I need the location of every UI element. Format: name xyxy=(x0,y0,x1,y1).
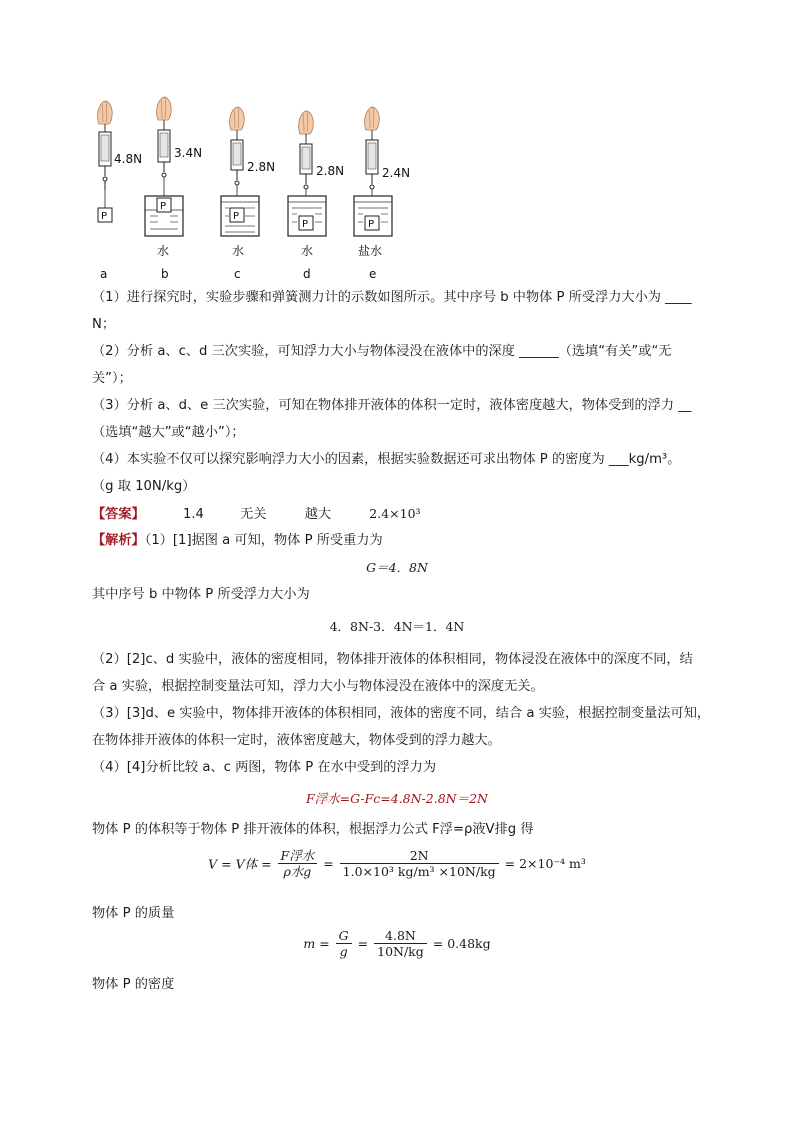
analysis-p6: 物体 P 的体积等于物体 P 排开液体的体积，根据浮力公式 F浮=ρ液V排g 得 xyxy=(92,822,534,837)
reading-e: 2.4N xyxy=(382,166,411,180)
fraction-mass-1-num: G xyxy=(336,928,352,944)
question-2-line-1: （2）分析 a、c、d 三次实验，可知浮力大小与物体浸没在液体中的深度 ______（选填“有关”或“无 xyxy=(92,344,672,359)
answer-4: 2.4×10³ xyxy=(369,506,421,521)
reading-d: 2.8N xyxy=(316,164,345,178)
liquid-label-e: 盐水 xyxy=(358,244,383,258)
answer-row xyxy=(92,504,421,525)
liquid-label-b: 水 xyxy=(157,244,170,258)
question-1-line-2: N； xyxy=(92,317,116,332)
question-2-line-2: 关”）； xyxy=(92,371,132,386)
liquid-label-d: 水 xyxy=(301,244,314,258)
analysis-p4-line-1: （3）[3]d、e 实验中，物体排开液体的体积相同，液体的密度不同，结合 a 实验，根据控制变量法可知， xyxy=(92,706,711,721)
answer-3: 越大 xyxy=(304,507,332,522)
fraction-volume-1-den: ρ水g xyxy=(283,864,312,879)
fraction-volume-2 xyxy=(340,848,499,879)
question-4-line-2: （g 取 10N/kg） xyxy=(92,479,196,494)
fraction-mass-2-den: 10N/kg xyxy=(377,944,424,959)
experiment-figure xyxy=(88,92,428,282)
analysis-p1: （1）[1]据图 a 可知，物体 P 所受重力为 xyxy=(144,533,383,548)
reading-c: 2.8N xyxy=(247,160,276,174)
fraction-volume-1 xyxy=(278,848,318,879)
object-label-e: P xyxy=(368,219,375,230)
equation-buoyancy-b: 4．8N-3．4N＝1．4N xyxy=(329,619,465,634)
analysis-p8: 物体 P 的密度 xyxy=(92,977,175,992)
analysis-p3-line-1: （2）[2]c、d 实验中，液体的密度相同，物体排开液体的体积相同，物体浸没在液体中的深度不同，结 xyxy=(92,652,693,667)
letter-b: b xyxy=(161,267,169,281)
analysis-p5: （4）[4]分析比较 a、c 两图，物体 P 在水中受到的浮力为 xyxy=(92,760,437,775)
fraction-volume-2-den: 1.0×10³ kg/m³ ×10N/kg xyxy=(342,864,496,879)
fraction-mass-2-num: 4.8N xyxy=(374,928,427,944)
object-label-b: P xyxy=(160,201,167,212)
analysis-p4-line-2: 在物体排开液体的体积一定时，液体密度越大，物体受到的浮力越大。 xyxy=(92,733,501,748)
setup-a xyxy=(98,101,113,222)
analysis-p7: 物体 P 的质量 xyxy=(92,906,175,921)
fraction-volume-1-num: F浮水 xyxy=(278,848,318,864)
equation-volume-lhs: V = V体 = xyxy=(208,856,272,872)
reading-a: 4.8N xyxy=(114,152,143,166)
answer-1: 1.4 xyxy=(182,507,204,522)
liquid-label-c: 水 xyxy=(232,244,245,258)
reading-b: 3.4N xyxy=(174,146,203,160)
answer-2: 无关 xyxy=(240,507,267,522)
answer-label: 【答案】 xyxy=(92,507,145,522)
analysis-row-1 xyxy=(92,531,383,551)
object-label-c: P xyxy=(233,211,240,222)
equation-volume: V = V体 = $\frac{\text{F浮水}}{\text{ρ水g}}$ = $\frac{2N}{\text{1.0×10³ kg/m³ ×10N/kg}}$ = 2×10⁻⁴ m³ xyxy=(208,848,586,879)
question-3-line-2: （选填“越大”或“越小”）； xyxy=(92,425,245,440)
equation-weight: G＝4．8N xyxy=(366,560,428,575)
letter-c: c xyxy=(234,267,241,281)
equation-mass-lhs: m = xyxy=(303,936,330,951)
analysis-label: 【解析】 xyxy=(92,533,145,548)
setup-b xyxy=(145,97,183,236)
question-1-line-1: （1）进行探究时，实验步骤和弹簧测力计的示数如图所示。其中序号 b 中物体 P 所受浮力大小为 ____ xyxy=(92,290,692,305)
letter-e: e xyxy=(369,267,377,281)
equation-volume-rhs: = 2×10⁻⁴ m³ xyxy=(504,856,586,871)
object-label-d: P xyxy=(302,219,309,230)
fraction-mass-1 xyxy=(336,928,352,959)
analysis-p2: 其中序号 b 中物体 P 所受浮力大小为 xyxy=(92,587,310,602)
fraction-mass-2 xyxy=(374,928,427,959)
object-label-a: P xyxy=(101,211,108,222)
analysis-p3-line-2: 合 a 实验，根据控制变量法可知，浮力大小与物体浸没在液体中的深度无关。 xyxy=(92,679,544,694)
equation-mass-rhs: = 0.48kg xyxy=(432,936,491,951)
fraction-mass-1-den: g xyxy=(339,944,348,959)
letter-d: d xyxy=(303,267,311,281)
equation-buoyancy-water: F浮水=G-Fc=4.8N-2.8N＝2N xyxy=(306,791,488,806)
question-3-line-1: （3）分析 a、d、e 三次实验，可知在物体排开液体的体积一定时，液体密度越大，物体受到的浮力 __ xyxy=(92,398,692,413)
fraction-volume-2-num: 2N xyxy=(340,848,499,864)
equation-mass: m = $\frac{G}{g}$ = $\frac{4.8N}{10N/kg}$ = 0.48kg xyxy=(303,928,491,959)
question-4-line-1: （4）本实验不仅可以探究影响浮力大小的因素，根据实验数据还可求出物体 P 的密度为 ___kg/m³。 xyxy=(92,452,681,467)
letter-a: a xyxy=(100,267,108,281)
